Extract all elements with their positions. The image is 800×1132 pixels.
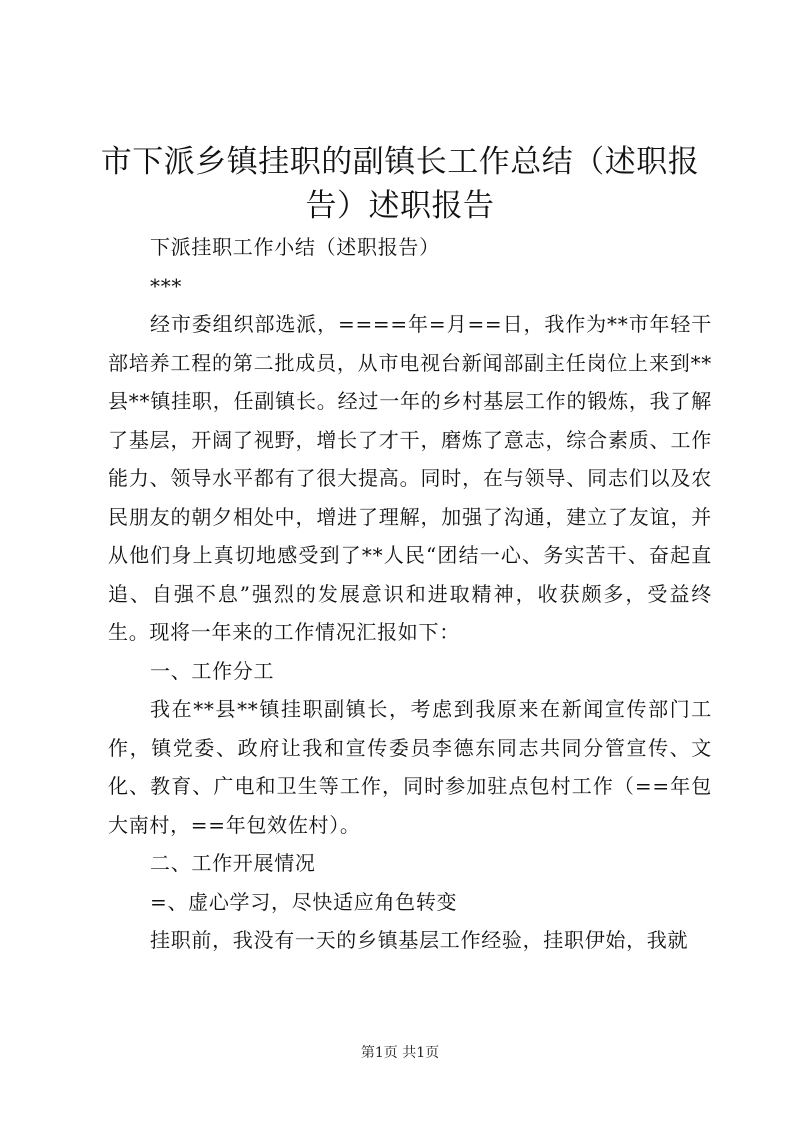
section-heading-work-progress: 二、工作开展情况 xyxy=(150,851,316,875)
document-title: 市下派乡镇挂职的副镇长工作总结（述职报告）述职报告 xyxy=(100,144,700,224)
document-subtitle: 下派挂职工作小结（述职报告） xyxy=(150,235,440,259)
paragraph-intro: 经市委组织部选派，====年=月==日，我作为**市年轻干部培养工程的第二批成员，从市电视台新闻部副主任岗位上来到**县**镇挂职，任副镇长。经过一年的乡村基层工作的锻炼，我了解了基层，开阔了视野，增长了才干，磨炼了意志，综合素质、工作能力、领导水平都有了很大提高。同时，在与领导、同志们以及农民朋友的朝夕相处中，增进了理解，加强了沟通，建立了友谊，并从他们身上真切地感受到了**人民“团结一心、务实苦干、奋起直追、自强不息”强烈的发展意识和进取精神，收获颇多，受益终生。现将一年来的工作情况汇报如下： xyxy=(108,312,712,644)
page-footer: 第1页 共1页 xyxy=(360,1045,440,1061)
author-mark: *** xyxy=(150,273,183,298)
paragraph-learning: 挂职前，我没有一天的乡镇基层工作经验，挂职伊始，我就 xyxy=(150,928,689,952)
document-body xyxy=(108,228,712,960)
paragraph-work-division: 我在**县**镇挂职副镇长，考虑到我原来在新闻宣传部门工作，镇党委、政府让我和宣传委员李德东同志共同分管宣传、文化、教育、广电和卫生等工作，同时参加驻点包村工作（==年包大南村，==年包效佐村）。 xyxy=(108,697,712,837)
subsection-heading-learning: =、虚心学习，尽快适应角色转变 xyxy=(150,889,458,914)
section-heading-work-division: 一、工作分工 xyxy=(150,658,275,683)
